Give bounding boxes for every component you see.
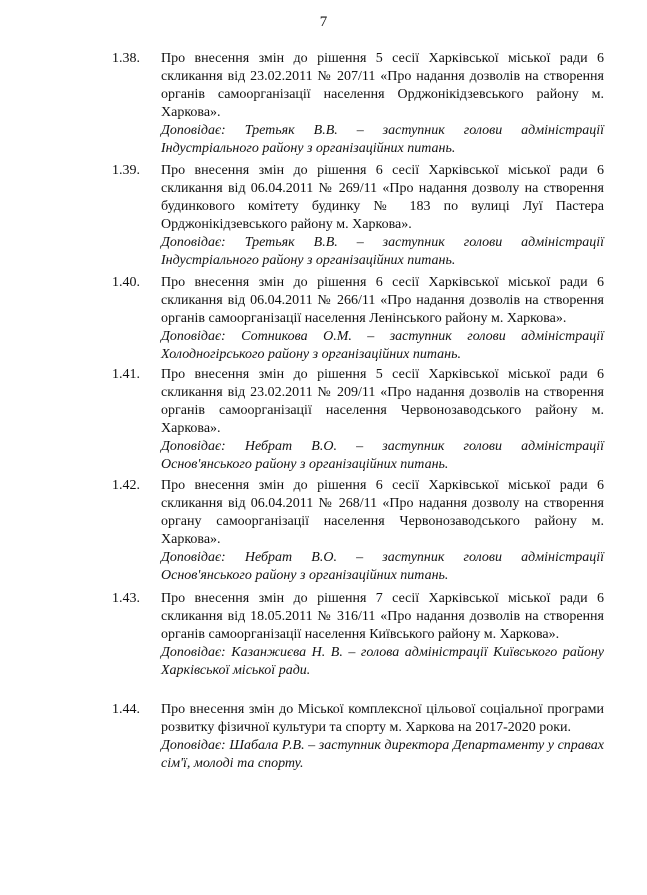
- item-number: 1.44.: [112, 702, 140, 717]
- page-number: 7: [319, 14, 328, 30]
- item-text: Про внесення змін до рішення 5 сесії Харківської міської ради 6 скликання від 23.02.2011 № 209/11 «Про надання дозволів на створення органів самоорганізації населення Червонозаводського району м. Харкова».: [161, 367, 604, 436]
- item-number: 1.41.: [112, 367, 140, 382]
- reporter-name: Сотникова О.М. – заступник голови адміністрації Холодногірського району з організаційних питань.: [161, 329, 605, 362]
- reporter-name: Казанжиєва Н. В. – голова адміністрації Київського району Харківської міської ради.: [161, 645, 605, 678]
- item-body: [161, 274, 604, 364]
- reporter-label: Доповідає:: [161, 439, 226, 454]
- item-number: 1.38.: [112, 51, 140, 66]
- agenda-item: [112, 366, 604, 474]
- agenda-item: [112, 274, 604, 364]
- reporter-line: [161, 737, 604, 773]
- reporter-line: [161, 234, 604, 270]
- item-body: [161, 701, 604, 773]
- item-body: [161, 366, 604, 474]
- reporter-name: Третьяк В.В. – заступник голови адміністрації Індустріального району з організаційних питань.: [161, 235, 604, 268]
- item-body: [161, 50, 604, 158]
- agenda-item: [112, 701, 604, 773]
- item-number: 1.42.: [112, 478, 140, 493]
- item-number: 1.40.: [112, 275, 140, 290]
- reporter-label: Доповідає:: [161, 123, 226, 138]
- reporter-label: Доповідає:: [161, 329, 226, 344]
- reporter-name: Шабала Р.В. – заступник директора Департаменту у справах сім'ї, молоді та спорту.: [161, 738, 605, 771]
- agenda-item: [112, 590, 604, 680]
- agenda-item: [112, 50, 604, 158]
- reporter-label: Доповідає:: [161, 645, 226, 660]
- item-number: 1.43.: [112, 591, 140, 606]
- reporter-name: Третьяк В.В. – заступник голови адміністрації Індустріального району з організаційних питань.: [161, 123, 604, 156]
- item-text: Про внесення змін до рішення 6 сесії Харківської міської ради 6 скликання від 06.04.2011 № 268/11 «Про надання дозволу на створення органу самоорганізації населення Червонозаводського району м. Харкова».: [161, 478, 604, 547]
- reporter-line: [161, 549, 604, 585]
- reporter-name: Небрат В.О. – заступник голови адміністрації Основ'янського району з організаційних питань.: [161, 439, 604, 472]
- item-body: [161, 477, 604, 585]
- reporter-line: [161, 122, 604, 158]
- item-number: 1.39.: [112, 163, 140, 178]
- reporter-label: Доповідає:: [161, 550, 226, 565]
- reporter-label: Доповідає:: [161, 738, 226, 753]
- item-body: [161, 162, 604, 270]
- item-text: Про внесення змін до рішення 6 сесії Харківської міської ради 6 скликання від 06.04.2011 № 266/11 «Про надання дозволів на створення органів самоорганізації населення Ленінського району м. Харкова».: [161, 275, 604, 326]
- agenda-item: [112, 162, 604, 270]
- reporter-line: [161, 328, 604, 364]
- reporter-label: Доповідає:: [161, 235, 226, 250]
- reporter-line: [161, 644, 604, 680]
- reporter-line: [161, 438, 604, 474]
- item-text: Про внесення змін до рішення 5 сесії Харківської міської ради 6 скликання від 23.02.2011 № 207/11 «Про надання дозволів на створення органів самоорганізації населення Орджонікідзевського району м. Харкова».: [161, 51, 604, 120]
- agenda-item: [112, 477, 604, 585]
- item-text: Про внесення змін до рішення 7 сесії Харківської міської ради 6 скликання від 18.05.2011 № 316/11 «Про надання дозволів на створення органів самоорганізації населення Київського району м. Харкова».: [161, 591, 604, 642]
- item-text: Про внесення змін до рішення 6 сесії Харківської міської ради 6 скликання від 06.04.2011 № 269/11 «Про надання дозволу на створення будинкового комітету будинку № 183 по вулиці Луї Пастера Орджонікідзевського району м. Харкова».: [161, 163, 604, 232]
- item-body: [161, 590, 604, 680]
- item-text: Про внесення змін до Міської комплексної цільової соціальної програми розвитку фізичної культури та спорту м. Харкова на 2017-2020 роки.: [161, 702, 604, 735]
- reporter-name: Небрат В.О. – заступник голови адміністрації Основ'янського району з організаційних питань.: [161, 550, 604, 583]
